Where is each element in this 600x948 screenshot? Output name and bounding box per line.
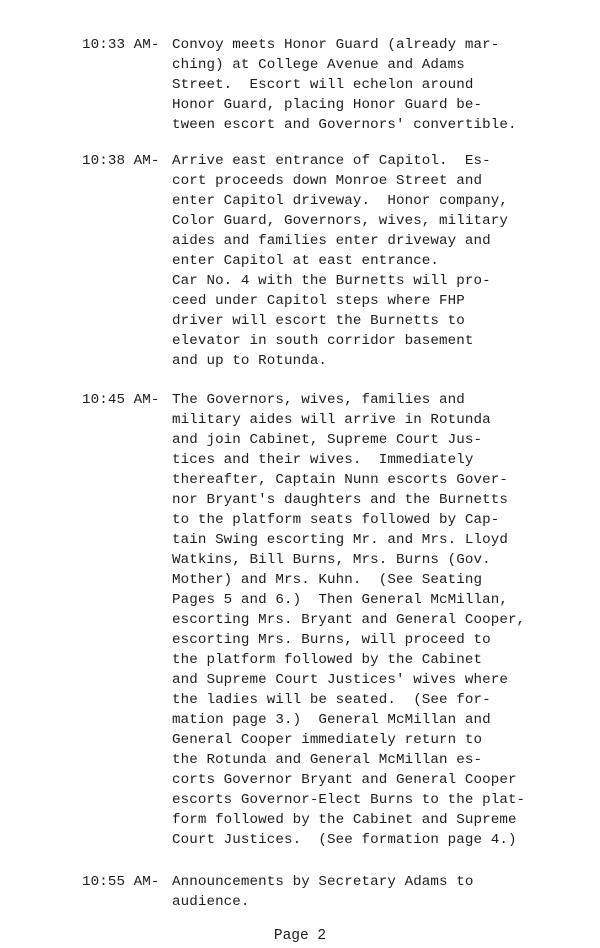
entry-line: military aides will arrive in Rotunda bbox=[172, 412, 491, 428]
entry-line: Pages 5 and 6.) Then General McMillan, bbox=[172, 592, 508, 608]
entry-time: 10:45 AM- bbox=[82, 392, 160, 408]
entry-line: escorts Governor-Elect Burns to the plat- bbox=[172, 792, 526, 808]
entry-line: ching) at College Avenue and Adams bbox=[172, 57, 465, 73]
entry-line: audience. bbox=[172, 894, 250, 910]
entry-line: cort proceeds down Monroe Street and bbox=[172, 173, 483, 189]
entry-line: Watkins, Bill Burns, Mrs. Burns (Gov. bbox=[172, 552, 491, 568]
entry-line: Street. Escort will echelon around bbox=[172, 77, 474, 93]
entry-line: Honor Guard, placing Honor Guard be- bbox=[172, 97, 483, 113]
entry-line: Arrive east entrance of Capitol. Es- bbox=[172, 153, 491, 169]
entry-line: to the platform seats followed by Cap- bbox=[172, 512, 500, 528]
entry-line: and Supreme Court Justices' wives where bbox=[172, 672, 508, 688]
entry-line: Announcements by Secretary Adams to bbox=[172, 874, 474, 890]
page-number: Page 2 bbox=[273, 928, 327, 944]
entry-line: and up to Rotunda. bbox=[172, 353, 328, 369]
entry-text bbox=[82, 872, 474, 912]
entry-line: Court Justices. (See formation page 4.) bbox=[172, 832, 517, 848]
entry-line: thereafter, Captain Nunn escorts Gover- bbox=[172, 472, 508, 488]
entry-time: 10:33 AM- bbox=[82, 37, 160, 53]
entry-line: aides and families enter driveway and bbox=[172, 233, 491, 249]
entry-line: enter Capitol at east entrance. bbox=[172, 253, 440, 269]
schedule-entry-1055 bbox=[82, 872, 592, 912]
entry-line: nor Bryant's daughters and the Burnetts bbox=[172, 492, 508, 508]
entry-line: the ladies will be seated. (See for- bbox=[172, 692, 491, 708]
entry-line: the platform followed by the Cabinet bbox=[172, 652, 483, 668]
entry-time: 10:55 AM- bbox=[82, 874, 160, 890]
entry-line: mation page 3.) General McMillan and bbox=[172, 712, 491, 728]
entry-text bbox=[82, 35, 517, 135]
entry-line: tain Swing escorting Mr. and Mrs. Lloyd bbox=[172, 532, 508, 548]
entry-line: escorting Mrs. Burns, will proceed to bbox=[172, 632, 491, 648]
entry-line: Color Guard, Governors, wives, military bbox=[172, 213, 508, 229]
schedule-entry-1038 bbox=[82, 151, 592, 371]
entry-line: enter Capitol driveway. Honor company, bbox=[172, 193, 508, 209]
entry-line: ceed under Capitol steps where FHP bbox=[172, 293, 465, 309]
entry-line: The Governors, wives, families and bbox=[172, 392, 465, 408]
entry-line: driver will escort the Burnetts to bbox=[172, 313, 465, 329]
entry-line: Convoy meets Honor Guard (already mar- bbox=[172, 37, 500, 53]
entry-line: escorting Mrs. Bryant and General Cooper, bbox=[172, 612, 526, 628]
entry-line: the Rotunda and General McMillan es- bbox=[172, 752, 483, 768]
entry-line: elevator in south corridor basement bbox=[172, 333, 474, 349]
schedule-entry-1033 bbox=[82, 35, 592, 135]
entry-text bbox=[82, 390, 525, 850]
entry-line: corts Governor Bryant and General Cooper bbox=[172, 772, 517, 788]
entry-line: tices and their wives. Immediately bbox=[172, 452, 474, 468]
entry-line: tween escort and Governors' convertible. bbox=[172, 117, 517, 133]
entry-line: form followed by the Cabinet and Supreme bbox=[172, 812, 517, 828]
entry-line: Mother) and Mrs. Kuhn. (See Seating bbox=[172, 572, 483, 588]
entry-line: Car No. 4 with the Burnetts will pro- bbox=[172, 273, 491, 289]
entry-line: and join Cabinet, Supreme Court Jus- bbox=[172, 432, 483, 448]
schedule-entry-1045 bbox=[82, 390, 592, 850]
entry-line: General Cooper immediately return to bbox=[172, 732, 483, 748]
entry-text bbox=[82, 151, 508, 371]
entry-time: 10:38 AM- bbox=[82, 153, 160, 169]
